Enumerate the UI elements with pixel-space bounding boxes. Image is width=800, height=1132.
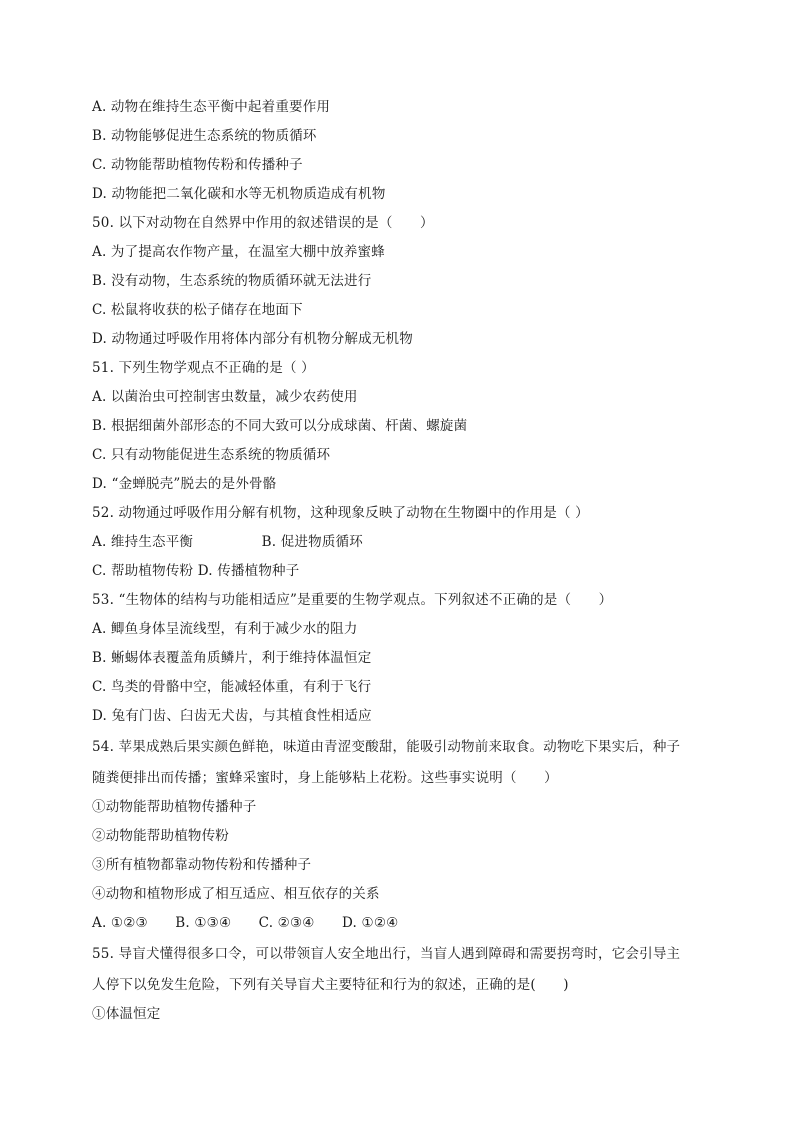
option-c-49: C. 动物能帮助植物传粉和传播种子 [92, 157, 303, 173]
statement-1-55: ①体温恒定 [92, 1006, 161, 1022]
option-b-53: B. 蜥蜴体表覆盖角质鳞片，利于维持体温恒定 [92, 650, 372, 666]
option-d-51: D. “金蝉脱壳”脱去的是外骨骼 [92, 476, 277, 492]
question-54-line-1: 54. 苹果成熟后果实颜色鲜艳，味道由青涩变酸甜，能吸引动物前来取食。动物吃下果实后，种子 [92, 739, 681, 755]
question-55-line-1: 55. 导盲犬懂得很多口令，可以带领盲人安全地出行，当盲人遇到障碍和需要拐弯时，它会引导主 [92, 946, 681, 962]
question-52: 52. 动物通过呼吸作用分解有机物，这种现象反映了动物在生物圈中的作用是（ ） [92, 505, 589, 521]
options-cd-52: C. 帮助植物传粉 D. 传播植物种子 [92, 563, 300, 579]
option-c-53: C. 鸟类的骨骼中空，能减轻体重，有利于飞行 [92, 679, 372, 695]
option-a-49: A. 动物在维持生态平衡中起着重要作用 [92, 99, 331, 115]
question-53: 53. “生物体的结构与功能相适应”是重要的生物学观点。下列叙述不正确的是（ ） [92, 592, 613, 608]
statement-1-54: ①动物能帮助植物传播种子 [92, 799, 257, 815]
option-b-49: B. 动物能够促进生态系统的物质循环 [92, 128, 317, 144]
question-54-line-2: 随粪便排出而传播；蜜蜂采蜜时，身上能够粘上花粉。这些事实说明（ ） [92, 770, 558, 786]
option-b-51: B. 根据细菌外部形态的不同大致可以分成球菌、杆菌、螺旋菌 [92, 418, 468, 434]
statement-4-54: ④动物和植物形成了相互适应、相互依存的关系 [92, 886, 380, 902]
statement-3-54: ③所有植物都靠动物传粉和传播种子 [92, 857, 312, 873]
option-c-50: C. 松鼠将收获的松子储存在地面下 [92, 302, 303, 318]
option-d-49: D. 动物能把二氧化碳和水等无机物质造成有机物 [92, 186, 386, 202]
question-55-line-2: 人停下以免发生危险，下列有关导盲犬主要特征和行为的叙述，正确的是( ) [92, 977, 569, 993]
question-50: 50. 以下对动物在自然界中作用的叙述错误的是（ ） [92, 215, 434, 231]
option-c-51: C. 只有动物能促进生态系统的物质循环 [92, 447, 331, 463]
option-d-53: D. 兔有门齿、臼齿无犬齿，与其植食性相适应 [92, 708, 372, 724]
statement-2-54: ②动物能帮助植物传粉 [92, 828, 229, 844]
option-b-50: B. 没有动物，生态系统的物质循环就无法进行 [92, 273, 372, 289]
option-a-51: A. 以菌治虫可控制害虫数量，减少农药使用 [92, 389, 358, 405]
option-a-53: A. 鲫鱼身体呈流线型，有利于减少水的阻力 [92, 621, 358, 637]
option-a-50: A. 为了提高农作物产量，在温室大棚中放养蜜蜂 [92, 244, 385, 260]
option-d-50: D. 动物通过呼吸作用将体内部分有机物分解成无机物 [92, 331, 413, 347]
options-ab-52: A. 维持生态平衡 B. 促进物质循环 [92, 534, 363, 550]
question-51: 51. 下列生物学观点不正确的是（ ） [92, 360, 315, 376]
options-54: A. ①②③ B. ①③④ C. ②③④ D. ①②④ [92, 915, 399, 931]
